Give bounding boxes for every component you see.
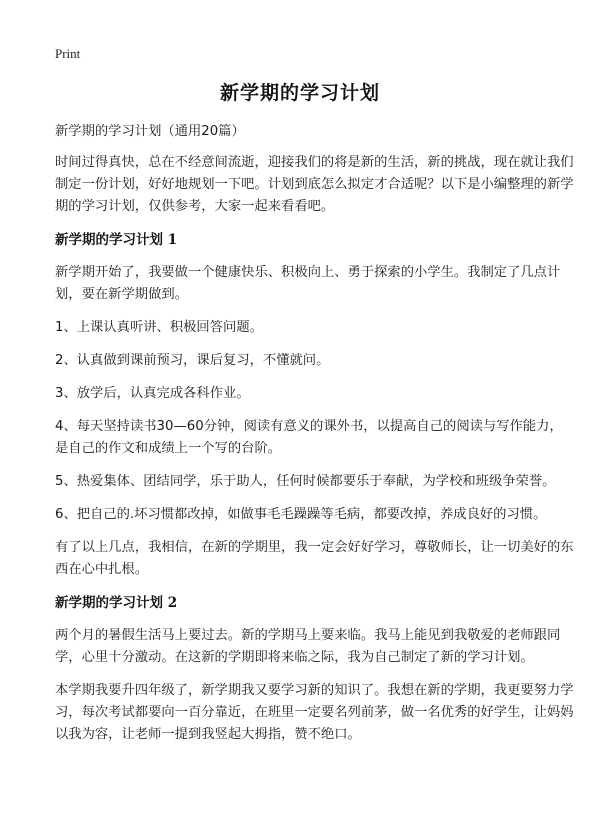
intro-paragraph: 时间过得真快，总在不经意间流逝，迎接我们的将是新的生活，新的挑战，现在就让我们制定一份计划，好好地规划一下吧。计划到底怎么拟定才合适呢？以下是小编整理的新学期的学习计划，仅供参考，大家一起来看看吧。: [55, 155, 574, 214]
plan-item: 3、放学后，认真完成各科作业。: [55, 386, 250, 401]
section-paragraph: 两个月的暑假生活马上要过去。新的学期马上要来临。我马上能见到我敬爱的老师跟同学，心里十分激动。在这新的学期即将来临之际，我为自己制定了新的学习计划。: [55, 628, 561, 665]
print-link[interactable]: Print: [55, 46, 81, 61]
document-content: [55, 121, 575, 757]
plan-item: 6、把自己的.坏习惯都改掉，如做事毛毛躁躁等毛病，都要改掉，养成良好的习惯。: [55, 507, 547, 522]
plan-item: 4、每天坚持读书30—60分钟，阅读有意义的课外书，以提高自己的阅读与写作能力，是自己的作文和成绩上一个写的台阶。: [55, 419, 563, 456]
plan-item: 1、上课认真听讲、积极回答问题。: [55, 320, 263, 335]
plan-item: 5、热爱集体、团结同学，乐于助人，任何时候都要乐于奉献，为学校和班级争荣誉。: [55, 474, 556, 489]
section-heading: 新学期的学习计划 1: [55, 232, 178, 248]
section-paragraph: 本学期我要升四年级了，新学期我又要学习新的知识了。我想在新的学期，我更要努力学习，每次考试都要向一百分靠近，在班里一定要名列前茅，做一名优秀的好学生，让妈妈以我为容，让老师一提到我竖起大拇指，赞不绝口。: [55, 683, 574, 742]
section-heading: 新学期的学习计划 2: [55, 595, 178, 611]
document-title: 新学期的学习计划: [219, 82, 380, 104]
document-subtitle: 新学期的学习计划（通用20篇）: [55, 124, 245, 139]
section-paragraph: 新学期开始了，我要做一个健康快乐、积极向上、勇于探索的小学生。我制定了几点计划，要在新学期做到。: [55, 265, 561, 302]
section-paragraph: 有了以上几点，我相信，在新的学期里，我一定会好好学习，尊敬师长，让一切美好的东西在心中扎根。: [55, 540, 574, 577]
plan-item: 2、认真做到课前预习，课后复习，不懂就问。: [55, 353, 330, 368]
